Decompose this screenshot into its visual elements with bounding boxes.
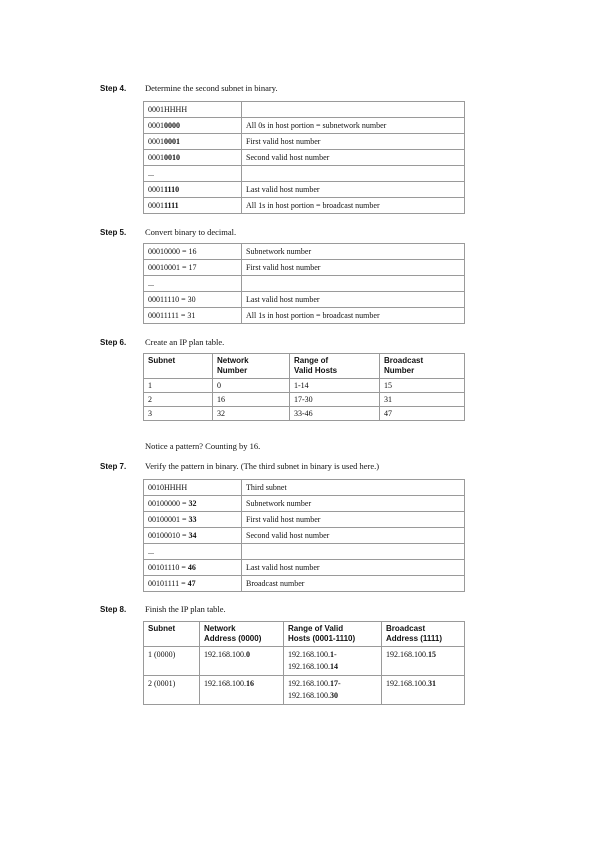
- binary-decimal: 00010001 = 17: [144, 260, 242, 276]
- step6-title: Create an IP plan table.: [145, 337, 225, 347]
- table-row: [144, 544, 465, 560]
- row-description: [242, 102, 465, 118]
- table-row: [144, 134, 465, 150]
- row-description: Second valid host number: [242, 528, 465, 544]
- cell-subnet: 1: [144, 379, 213, 393]
- header-subnet: Subnet: [144, 354, 213, 379]
- table-row: [144, 292, 465, 308]
- table-row: [144, 480, 465, 496]
- cell-subnet: 2: [144, 393, 213, 407]
- table-row: [144, 393, 465, 407]
- table-row: [144, 676, 465, 705]
- header-broadcast: Broadcast Address (1111): [382, 622, 465, 647]
- row-description: Last valid host number: [242, 182, 465, 198]
- binary-value: 0010HHHH: [148, 483, 188, 492]
- cell-subnet: 3: [144, 407, 213, 421]
- ellipsis: ...: [144, 166, 242, 182]
- row-description: First valid host number: [242, 512, 465, 528]
- table-row: [144, 496, 465, 512]
- binary-value: 0001: [148, 153, 164, 162]
- row-description: First valid host number: [242, 260, 465, 276]
- binary-host-bits: HHHH: [164, 105, 188, 114]
- table-row: [144, 512, 465, 528]
- cell-range: 33-46: [290, 407, 380, 421]
- cell-network: 192.168.100.16: [200, 676, 284, 705]
- header-subnet: Subnet: [144, 622, 200, 647]
- binary-value: 0001: [148, 201, 164, 210]
- row-description: Subnetwork number: [242, 244, 465, 260]
- cell-range: 1-14: [290, 379, 380, 393]
- cell-network: 16: [213, 393, 290, 407]
- step8-title: Finish the IP plan table.: [145, 604, 226, 614]
- table-row: [144, 102, 465, 118]
- binary-decimal: 00011110 = 30: [144, 292, 242, 308]
- step8-label: Step 8.: [100, 605, 127, 614]
- notice-text: Notice a pattern? Counting by 16.: [145, 441, 261, 451]
- row-description: Subnetwork number: [242, 496, 465, 512]
- step7-table: [143, 479, 465, 592]
- decimal-value: 34: [188, 531, 197, 540]
- cell-network: 32: [213, 407, 290, 421]
- table-row: [144, 379, 465, 393]
- binary-value: 00101110 =: [148, 563, 188, 572]
- row-description: Last valid host number: [242, 292, 465, 308]
- binary-host-bits: 0010: [164, 153, 180, 162]
- row-description: Broadcast number: [242, 576, 465, 592]
- binary-value: 00101111 =: [148, 579, 188, 588]
- row-description: [242, 276, 465, 292]
- header-broadcast: Broadcast Number: [380, 354, 465, 379]
- binary-value: 0001: [148, 185, 164, 194]
- cell-range: 17-30: [290, 393, 380, 407]
- row-description: All 1s in host portion = broadcast number: [242, 308, 465, 324]
- decimal-value: 33: [188, 515, 197, 524]
- row-description: All 1s in host portion = broadcast number: [242, 198, 465, 214]
- binary-decimal: 00010000 = 16: [144, 244, 242, 260]
- binary-value: 00100010 =: [148, 531, 189, 540]
- decimal-value: 46: [187, 563, 196, 572]
- binary-host-bits: 0001: [164, 137, 180, 146]
- cell-broadcast: 15: [380, 379, 465, 393]
- cell-range: 192.168.100.1- 192.168.100.14: [284, 647, 382, 676]
- decimal-value: 47: [187, 579, 196, 588]
- row-description: [242, 166, 465, 182]
- cell-subnet: 1 (0000): [144, 647, 200, 676]
- ellipsis: ...: [144, 276, 242, 292]
- cell-network: 192.168.100.0: [200, 647, 284, 676]
- cell-network: 0: [213, 379, 290, 393]
- header-network: Network Address (0000): [200, 622, 284, 647]
- binary-host-bits: 1111: [164, 201, 179, 210]
- row-description: Second valid host number: [242, 150, 465, 166]
- table-row: [144, 528, 465, 544]
- header-network: Network Number: [213, 354, 290, 379]
- table-row: [144, 407, 465, 421]
- binary-value: 00100000 =: [148, 499, 189, 508]
- binary-host-bits: 0000: [164, 121, 180, 130]
- binary-decimal: 00011111 = 31: [144, 308, 242, 324]
- table-row: [144, 244, 465, 260]
- step6-label: Step 6.: [100, 338, 127, 347]
- binary-value: 00100001 =: [148, 515, 189, 524]
- step7-label: Step 7.: [100, 462, 127, 471]
- step4-label: Step 4.: [100, 84, 127, 93]
- row-description: All 0s in host portion = subnetwork number: [242, 118, 465, 134]
- step6-table: [143, 353, 465, 421]
- cell-broadcast: 47: [380, 407, 465, 421]
- step5-label: Step 5.: [100, 228, 127, 237]
- table-row: [144, 260, 465, 276]
- cell-range: 192.168.100.17- 192.168.100.30: [284, 676, 382, 705]
- cell-broadcast: 192.168.100.31: [382, 676, 465, 705]
- table-row: [144, 647, 465, 676]
- table-row: [144, 576, 465, 592]
- row-description: First valid host number: [242, 134, 465, 150]
- cell-subnet: 2 (0001): [144, 676, 200, 705]
- binary-value: 0001: [148, 105, 164, 114]
- table-row: [144, 308, 465, 324]
- table-row: [144, 198, 465, 214]
- table-header-row: [144, 354, 465, 379]
- row-description: Last valid host number: [242, 560, 465, 576]
- header-range: Range of Valid Hosts (0001-1110): [284, 622, 382, 647]
- step4-table: [143, 101, 465, 214]
- row-description: [242, 544, 465, 560]
- table-row: [144, 166, 465, 182]
- table-header-row: [144, 622, 465, 647]
- binary-host-bits: 1110: [164, 185, 180, 194]
- step7-title: Verify the pattern in binary. (The third subnet in binary is used here.): [145, 461, 380, 471]
- step4-title: Determine the second subnet in binary.: [145, 83, 278, 93]
- cell-broadcast: 192.168.100.15: [382, 647, 465, 676]
- table-row: [144, 182, 465, 198]
- ellipsis: ...: [148, 547, 154, 556]
- step8-table: [143, 621, 465, 705]
- table-row: [144, 276, 465, 292]
- row-description: Third subnet: [242, 480, 465, 496]
- step5-table: [143, 243, 465, 324]
- step5-title: Convert binary to decimal.: [145, 227, 237, 237]
- header-range: Range of Valid Hosts: [290, 354, 380, 379]
- decimal-value: 32: [188, 499, 197, 508]
- binary-value: 0001: [148, 137, 164, 146]
- table-row: [144, 118, 465, 134]
- binary-value: 0001: [148, 121, 164, 130]
- cell-broadcast: 31: [380, 393, 465, 407]
- table-row: [144, 150, 465, 166]
- table-row: [144, 560, 465, 576]
